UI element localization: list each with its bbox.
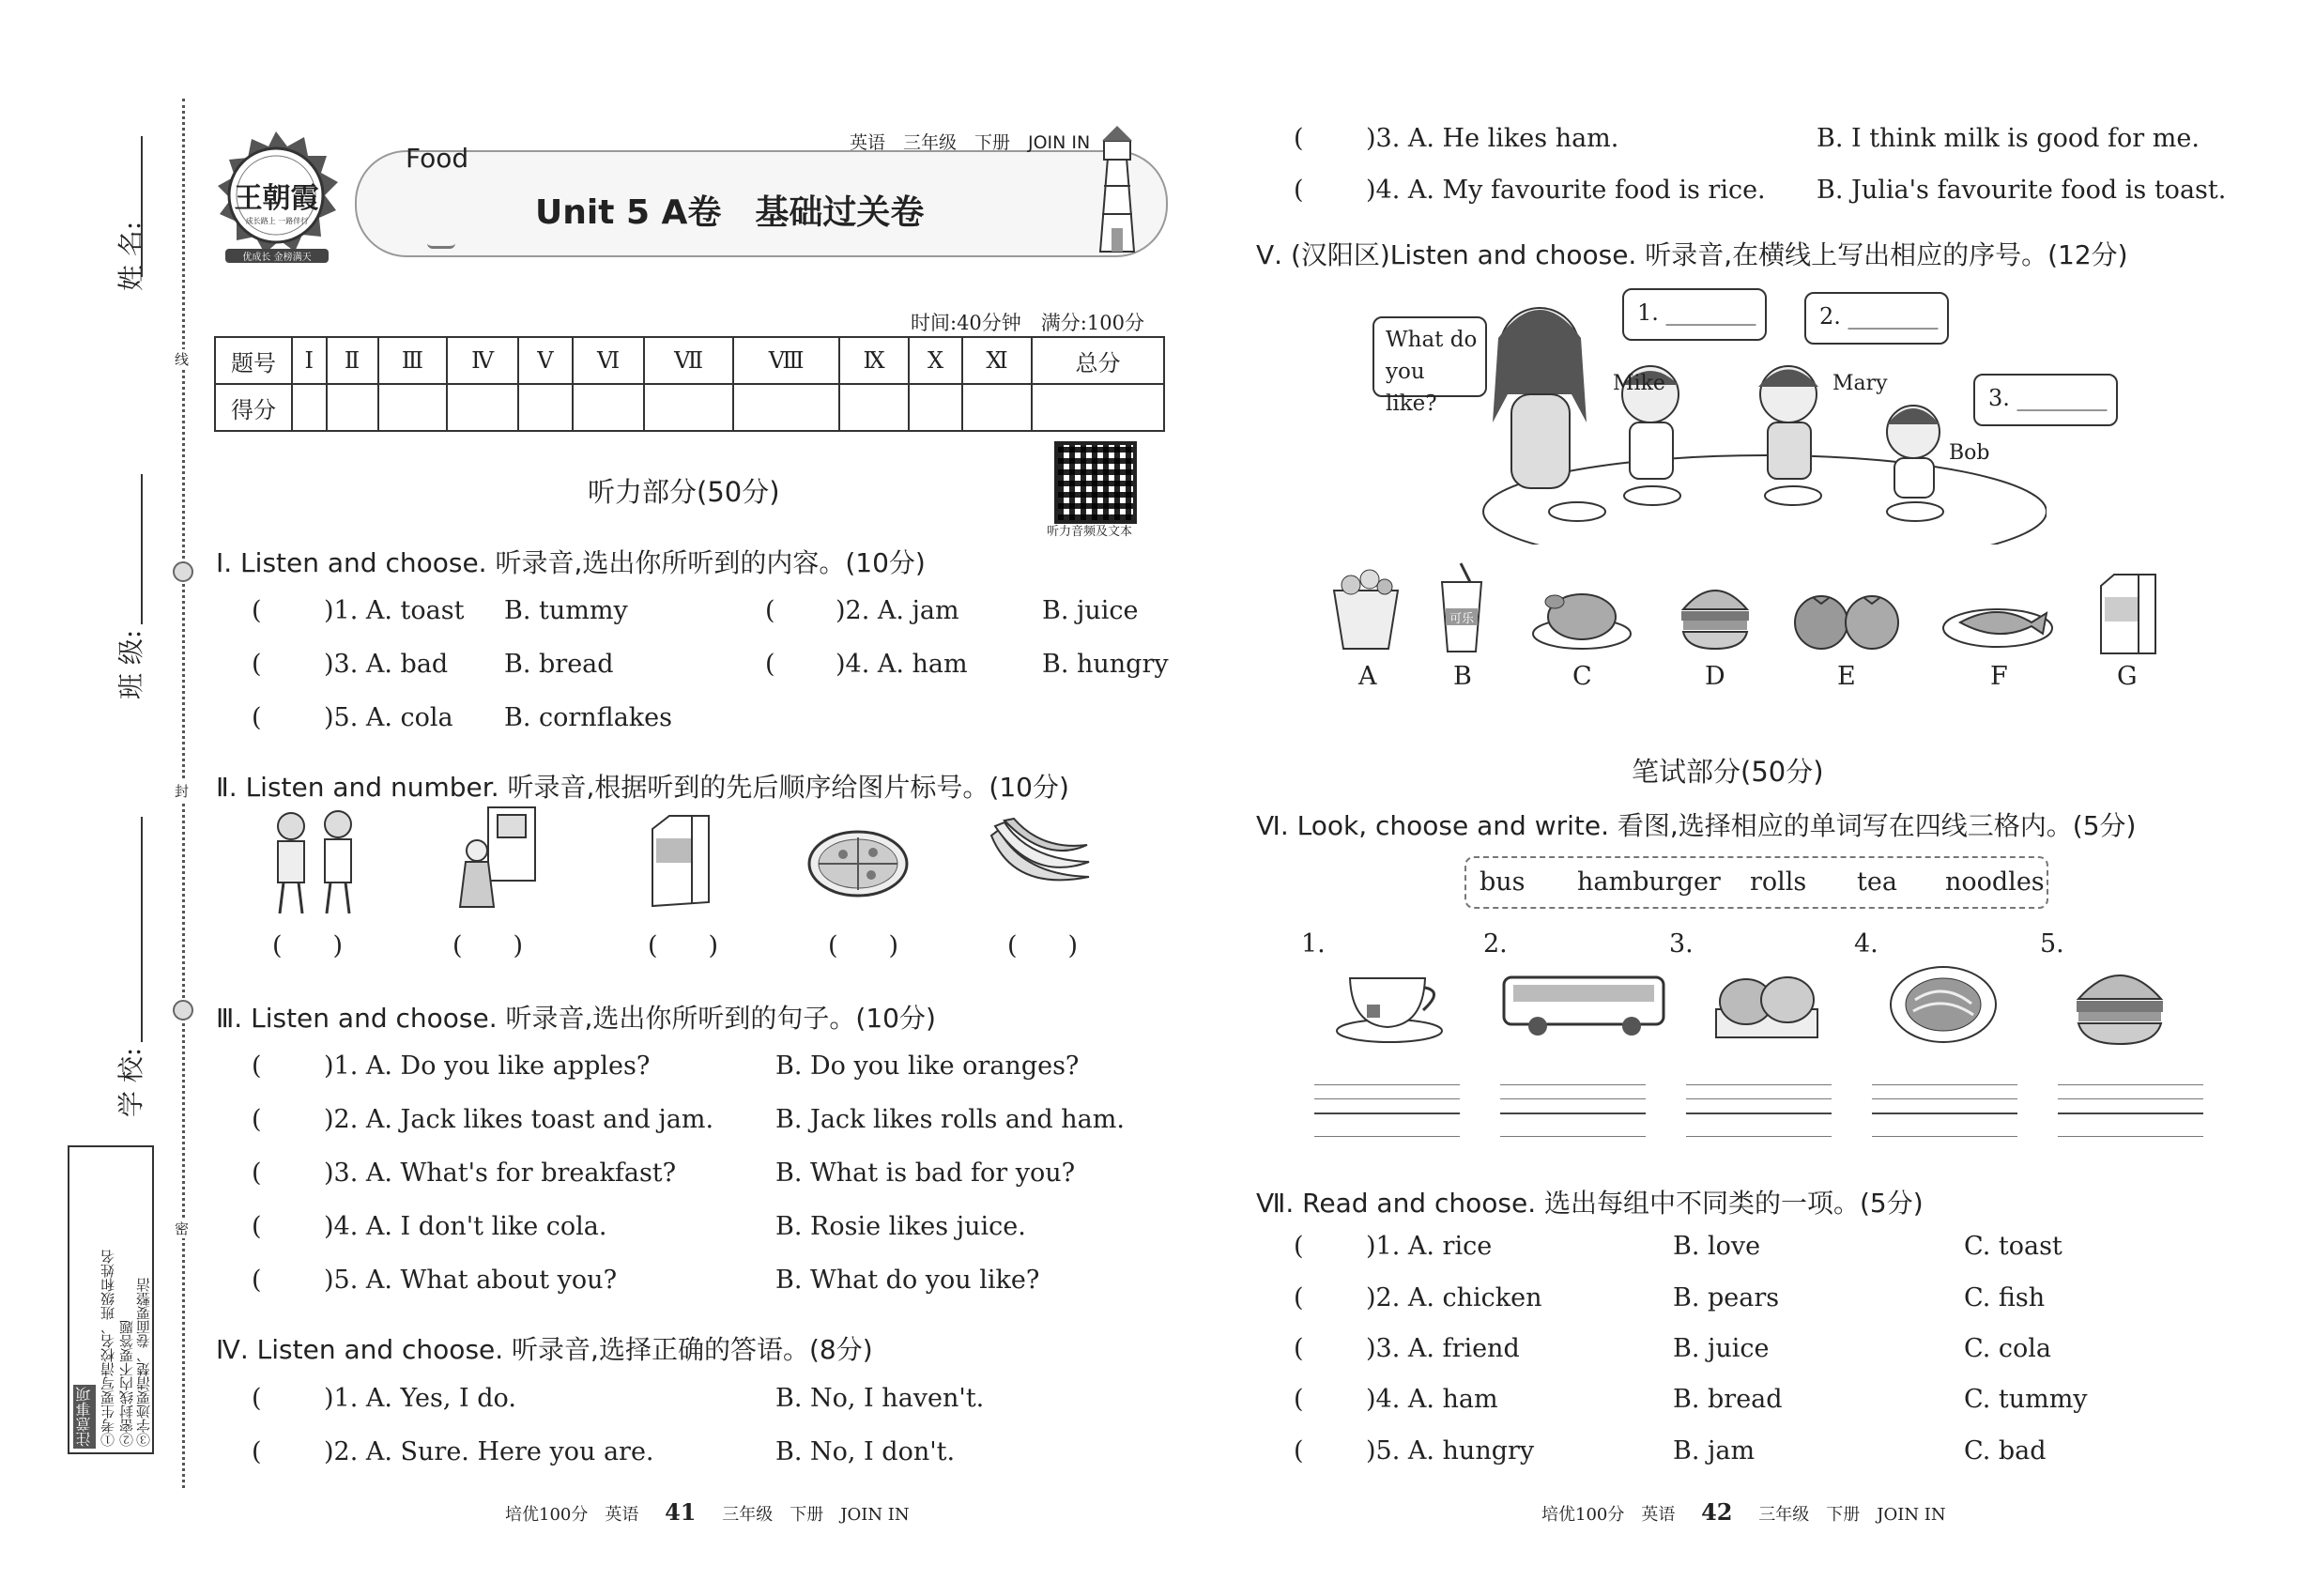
s2-answer-4[interactable]: ( ) <box>828 931 899 960</box>
writing-line[interactable] <box>1872 1098 2017 1099</box>
ice-bucket-icon <box>1328 568 1403 656</box>
s3-item-5-a: )5. A. What about you? <box>324 1266 618 1295</box>
section-4-heading: Ⅳ. Listen and choose. 听录音,选择正确的答语。(8分) <box>216 1334 873 1365</box>
tomatoes-icon <box>1793 587 1901 656</box>
s1-item-5-b: B. cornflakes <box>504 703 672 732</box>
section-5-heading: Ⅴ. (汉阳区)Listen and choose. 听录音,在横线上写出相应的序号。(12分) <box>1256 239 2128 270</box>
score-cell[interactable] <box>909 384 962 431</box>
score-cell[interactable] <box>327 384 378 431</box>
score-col: Ⅸ <box>839 337 909 384</box>
s3-paren[interactable]: ( <box>252 1105 262 1134</box>
option-label-b: B <box>1453 662 1472 691</box>
s1-item-5-a: )5. A. cola <box>324 703 453 732</box>
s1-item-3-b: B. bread <box>504 650 614 679</box>
qr-code-icon <box>1054 441 1137 524</box>
s1-paren[interactable]: ( <box>765 596 775 625</box>
writing-line[interactable] <box>2058 1136 2203 1137</box>
s1-item-4-a: )4. A. ham <box>836 650 968 679</box>
margin-ornament-2 <box>173 1000 193 1021</box>
speech-bubble-1 <box>1622 288 1767 341</box>
speech-bubble-2 <box>1804 292 1949 345</box>
qr-caption: 听力音频及文本 <box>1047 525 1133 539</box>
s6-number-1: 1. <box>1301 929 1326 959</box>
score-col: Ⅺ <box>962 337 1032 384</box>
s2-answer-3[interactable]: ( ) <box>648 931 719 960</box>
score-cell[interactable] <box>962 384 1032 431</box>
s3-paren[interactable]: ( <box>252 1212 262 1241</box>
writing-line[interactable] <box>2058 1084 2203 1085</box>
option-label-d: D <box>1705 662 1725 691</box>
s6-number-3: 3. <box>1669 929 1694 959</box>
logo <box>208 130 345 266</box>
s1-paren[interactable]: ( <box>765 650 775 679</box>
score-cell[interactable] <box>733 384 839 431</box>
name-bob: Bob <box>1949 441 1990 465</box>
word-bank-word: bus <box>1480 867 1526 897</box>
s6-number-2: 2. <box>1483 929 1508 959</box>
writing-line[interactable] <box>1686 1113 1832 1114</box>
two-kids-icon <box>252 806 374 922</box>
footer-right-suffix: 三年级 下册 JOIN IN <box>1758 1505 1946 1525</box>
note-3: ③字迹要清楚、卷面要整洁 <box>135 1278 152 1447</box>
s3-item-1-b: B. Do you like oranges? <box>775 1051 1080 1081</box>
margin-ornament-1 <box>173 561 193 582</box>
s7-paren[interactable]: ( <box>1294 1283 1304 1312</box>
writing-line[interactable] <box>1872 1084 2017 1085</box>
speech-bubble-1-text[interactable]: 1. ________ <box>1637 299 1756 326</box>
writing-line[interactable] <box>2058 1098 2203 1099</box>
s4-item-1-b: B. No, I haven't. <box>775 1384 985 1413</box>
s3-item-3-b: B. What is bad for you? <box>775 1159 1076 1188</box>
juice-carton-icon <box>2095 573 2161 661</box>
writing-line[interactable] <box>1872 1136 2017 1137</box>
s7-item-2-a: )2. A. chicken <box>1366 1283 1542 1312</box>
option-label-c: C <box>1572 662 1592 691</box>
writing-line[interactable] <box>1872 1113 2017 1114</box>
score-col: Ⅴ <box>518 337 573 384</box>
s4-item-3-a: )3. A. He likes ham. <box>1366 124 1619 153</box>
score-col: Ⅱ <box>327 337 378 384</box>
name-underline <box>141 136 143 277</box>
footer-left-suffix: 三年级 下册 JOIN IN <box>722 1505 910 1525</box>
s7-item-1-c: C. toast <box>1964 1232 2062 1261</box>
score-cell[interactable] <box>518 384 573 431</box>
s7-item-5-c: C. bad <box>1964 1436 2047 1466</box>
s2-answer-2[interactable]: ( ) <box>452 931 524 960</box>
s3-item-5-b: B. What do you like? <box>775 1266 1040 1295</box>
bus-icon <box>1500 972 1669 1041</box>
s1-item-1-b: B. tummy <box>504 596 628 625</box>
s1-paren[interactable]: ( <box>252 703 262 732</box>
writing-line[interactable] <box>1686 1098 1832 1099</box>
speech-bubble-3 <box>1973 374 2118 426</box>
logo-slogan-2: 优成长 金榜满天 <box>225 249 329 263</box>
s7-item-3-b: B. juice <box>1673 1334 1770 1363</box>
mother-bubble-text: What do you like? <box>1386 328 1478 416</box>
seal-char-2: 封 <box>175 783 190 800</box>
s4-item-1-a: )1. A. Yes, I do. <box>324 1384 516 1413</box>
writing-line[interactable] <box>1686 1084 1832 1085</box>
word-bank <box>1464 856 2048 909</box>
score-col: Ⅶ <box>644 337 733 384</box>
s3-item-2-a: )2. A. Jack likes toast and jam. <box>324 1105 714 1134</box>
lighthouse-icon <box>1080 120 1155 265</box>
score-col: Ⅵ <box>573 337 644 384</box>
s4-paren[interactable]: ( <box>252 1384 262 1413</box>
score-cell[interactable] <box>447 384 518 431</box>
note-1: ①考生要写清校名、班级和姓名 <box>100 1250 116 1447</box>
s7-paren[interactable]: ( <box>1294 1385 1304 1414</box>
s7-item-1-a: )1. A. rice <box>1366 1232 1493 1261</box>
s7-item-4-a: )4. A. ham <box>1366 1385 1498 1414</box>
s1-item-4-b: B. hungry <box>1042 650 1169 679</box>
option-label-f: F <box>1990 662 2008 691</box>
rolls-icon <box>1710 962 1823 1051</box>
s3-item-4-b: B. Rosie likes juice. <box>775 1212 1026 1241</box>
score-cell[interactable] <box>644 384 733 431</box>
s3-item-4-a: )4. A. I don't like cola. <box>324 1212 607 1241</box>
page-title: Unit 5 A卷 基础过关卷 <box>535 193 925 232</box>
s3-paren[interactable]: ( <box>252 1159 262 1188</box>
s7-item-1-b: B. love <box>1673 1232 1761 1261</box>
s7-item-2-b: B. pears <box>1673 1283 1780 1312</box>
s6-number-5: 5. <box>2040 929 2064 959</box>
s1-item-1-a: )1. A. toast <box>324 596 465 625</box>
writing-line[interactable] <box>1314 1084 1460 1085</box>
s4-paren[interactable]: ( <box>1294 124 1304 153</box>
writing-line[interactable] <box>1500 1113 1646 1114</box>
writing-line[interactable] <box>1500 1084 1646 1085</box>
s4-item-4-a: )4. A. My favourite food is rice. <box>1366 176 1766 205</box>
bananas-icon <box>986 817 1094 905</box>
s4-item-4-b: B. Julia's favourite food is toast. <box>1817 176 2227 205</box>
speech-bubble-2-text[interactable]: 2. ________ <box>1819 303 1939 330</box>
s1-paren[interactable]: ( <box>252 650 262 679</box>
footer-right-page: 42 <box>1701 1498 1733 1526</box>
score-row1-label: 题号 <box>215 337 292 384</box>
s7-item-3-a: )3. A. friend <box>1366 1334 1520 1363</box>
writing-line[interactable] <box>1500 1136 1646 1137</box>
s2-answer-5[interactable]: ( ) <box>1007 931 1079 960</box>
score-cell[interactable] <box>292 384 327 431</box>
ship-icon <box>427 237 455 249</box>
option-label-a: A <box>1358 662 1377 691</box>
score-col: Ⅲ <box>378 337 448 384</box>
hamburger-icon <box>2073 958 2167 1051</box>
pizza-icon <box>805 826 911 905</box>
s7-item-3-c: C. cola <box>1964 1334 2051 1363</box>
s1-item-2-a: )2. A. jam <box>836 596 959 625</box>
footer-right <box>1541 1498 1946 1526</box>
s1-item-3-a: )3. A. bad <box>324 650 449 679</box>
name-mary: Mary <box>1832 372 1888 395</box>
s3-paren[interactable]: ( <box>252 1266 262 1295</box>
section-2-heading: Ⅱ. Listen and number. 听录音,根据听到的先后顺序给图片标号。(10分) <box>216 772 1069 803</box>
seal-char-1: 线 <box>175 351 190 368</box>
score-col: Ⅰ <box>292 337 327 384</box>
score-col: Ⅷ <box>733 337 839 384</box>
section-6-heading: Ⅵ. Look, choose and write. 看图,选择相应的单词写在四线三格内。(5分) <box>1256 810 2137 841</box>
score-cell[interactable] <box>839 384 909 431</box>
listening-title: 听力部分(50分) <box>588 476 780 508</box>
fish-plate-icon <box>1941 594 2054 654</box>
s3-item-3-a: )3. A. What's for breakfast? <box>324 1159 677 1188</box>
s3-paren[interactable]: ( <box>252 1051 262 1081</box>
roast-chicken-icon <box>1530 577 1633 656</box>
word-bank-word: tea <box>1857 867 1897 897</box>
s1-item-2-b: B. juice <box>1042 596 1139 625</box>
s4-paren[interactable]: ( <box>1294 176 1304 205</box>
s4-paren[interactable]: ( <box>252 1437 262 1466</box>
option-label-g: G <box>2117 662 2138 691</box>
footer-left <box>505 1498 910 1526</box>
header-meta: 英语 三年级 下册 JOIN IN <box>850 132 1091 153</box>
footer-left-page: 41 <box>665 1498 697 1526</box>
s3-item-1-a: )1. A. Do you like apples? <box>324 1051 651 1081</box>
score-col: Ⅳ <box>447 337 518 384</box>
word-bank-word: rolls <box>1750 867 1807 897</box>
writing-title: 笔试部分(50分) <box>1632 756 1824 788</box>
score-col: Ⅹ <box>909 337 962 384</box>
note-2: ②密封线内不要答题 <box>118 1320 135 1447</box>
s7-item-2-c: C. fish <box>1964 1283 2046 1312</box>
s7-paren[interactable]: ( <box>1294 1232 1304 1261</box>
s7-paren[interactable]: ( <box>1294 1334 1304 1363</box>
hamburger-icon <box>1678 577 1753 656</box>
s7-item-4-b: B. bread <box>1673 1385 1783 1414</box>
score-row2-label: 得分 <box>215 384 292 431</box>
score-cell[interactable] <box>573 384 644 431</box>
section-7-heading: Ⅶ. Read and choose. 选出每组中不同类的一项。(5分) <box>1256 1188 1924 1219</box>
s7-item-5-b: B. jam <box>1673 1436 1756 1466</box>
writing-line[interactable] <box>1314 1098 1460 1099</box>
score-cell[interactable] <box>1032 384 1164 431</box>
name-label: 姓 名: <box>115 221 146 291</box>
s6-number-4: 4. <box>1854 929 1878 959</box>
s1-paren[interactable]: ( <box>252 596 262 625</box>
word-bank-word: hamburger <box>1577 867 1721 897</box>
logo-slogan: 成长路上 一路伴行 <box>245 217 309 225</box>
mother-speech-bubble <box>1372 316 1487 416</box>
name-mike: Mike <box>1613 372 1665 395</box>
school-underline <box>141 817 143 1042</box>
school-label: 学 校: <box>115 1047 146 1117</box>
option-label-e: E <box>1837 662 1856 691</box>
time-info: 时间:40分钟 满分:100分 <box>911 312 1144 334</box>
footer-right-prefix: 培优100分 英语 <box>1541 1505 1676 1525</box>
cola-cup-icon <box>1438 561 1485 659</box>
section-1-heading: Ⅰ. Listen and choose. 听录音,选出你所听到的内容。(10分) <box>216 547 926 578</box>
section-3-heading: Ⅲ. Listen and choose. 听录音,选出你所听到的句子。(10分) <box>216 1003 936 1034</box>
s7-paren[interactable]: ( <box>1294 1436 1304 1466</box>
s7-item-5-a: )5. A. hungry <box>1366 1436 1535 1466</box>
writing-line[interactable] <box>1314 1136 1460 1137</box>
score-col-total: 总分 <box>1032 337 1164 384</box>
s4-item-2-b: B. No, I don't. <box>775 1437 956 1466</box>
score-cell[interactable] <box>378 384 448 431</box>
writing-line[interactable] <box>1314 1113 1460 1114</box>
s4-item-3-b: B. I think milk is good for me. <box>1817 124 2200 153</box>
s2-answer-1[interactable]: ( ) <box>272 931 344 960</box>
milk-carton-icon <box>643 812 718 914</box>
s3-item-2-b: B. Jack likes rolls and ham. <box>775 1105 1125 1134</box>
class-underline <box>141 474 143 624</box>
tea-cup-icon <box>1333 958 1446 1051</box>
class-label: 班 级: <box>115 629 146 699</box>
logo-text: 王朝霞 <box>234 182 319 215</box>
cola-cup-label: 可乐 <box>1449 612 1474 626</box>
notes-box <box>68 1145 154 1454</box>
unit-label: Food <box>406 143 469 174</box>
writing-line[interactable] <box>1500 1098 1646 1099</box>
score-table <box>214 336 1165 432</box>
speech-bubble-3-text[interactable]: 3. ________ <box>1988 385 2108 411</box>
seal-char-3: 密 <box>175 1220 190 1237</box>
word-bank-word: noodles <box>1945 867 2045 897</box>
girl-at-door-icon <box>449 806 538 922</box>
s7-item-4-c: C. tummy <box>1964 1385 2088 1414</box>
noodles-icon <box>1887 962 2000 1051</box>
notes-title: 注意事项 <box>73 1385 96 1449</box>
footer-left-prefix: 培优100分 英语 <box>505 1505 639 1525</box>
writing-line[interactable] <box>1686 1136 1832 1137</box>
s4-item-2-a: )2. A. Sure. Here you are. <box>324 1437 654 1466</box>
writing-line[interactable] <box>2058 1113 2203 1114</box>
